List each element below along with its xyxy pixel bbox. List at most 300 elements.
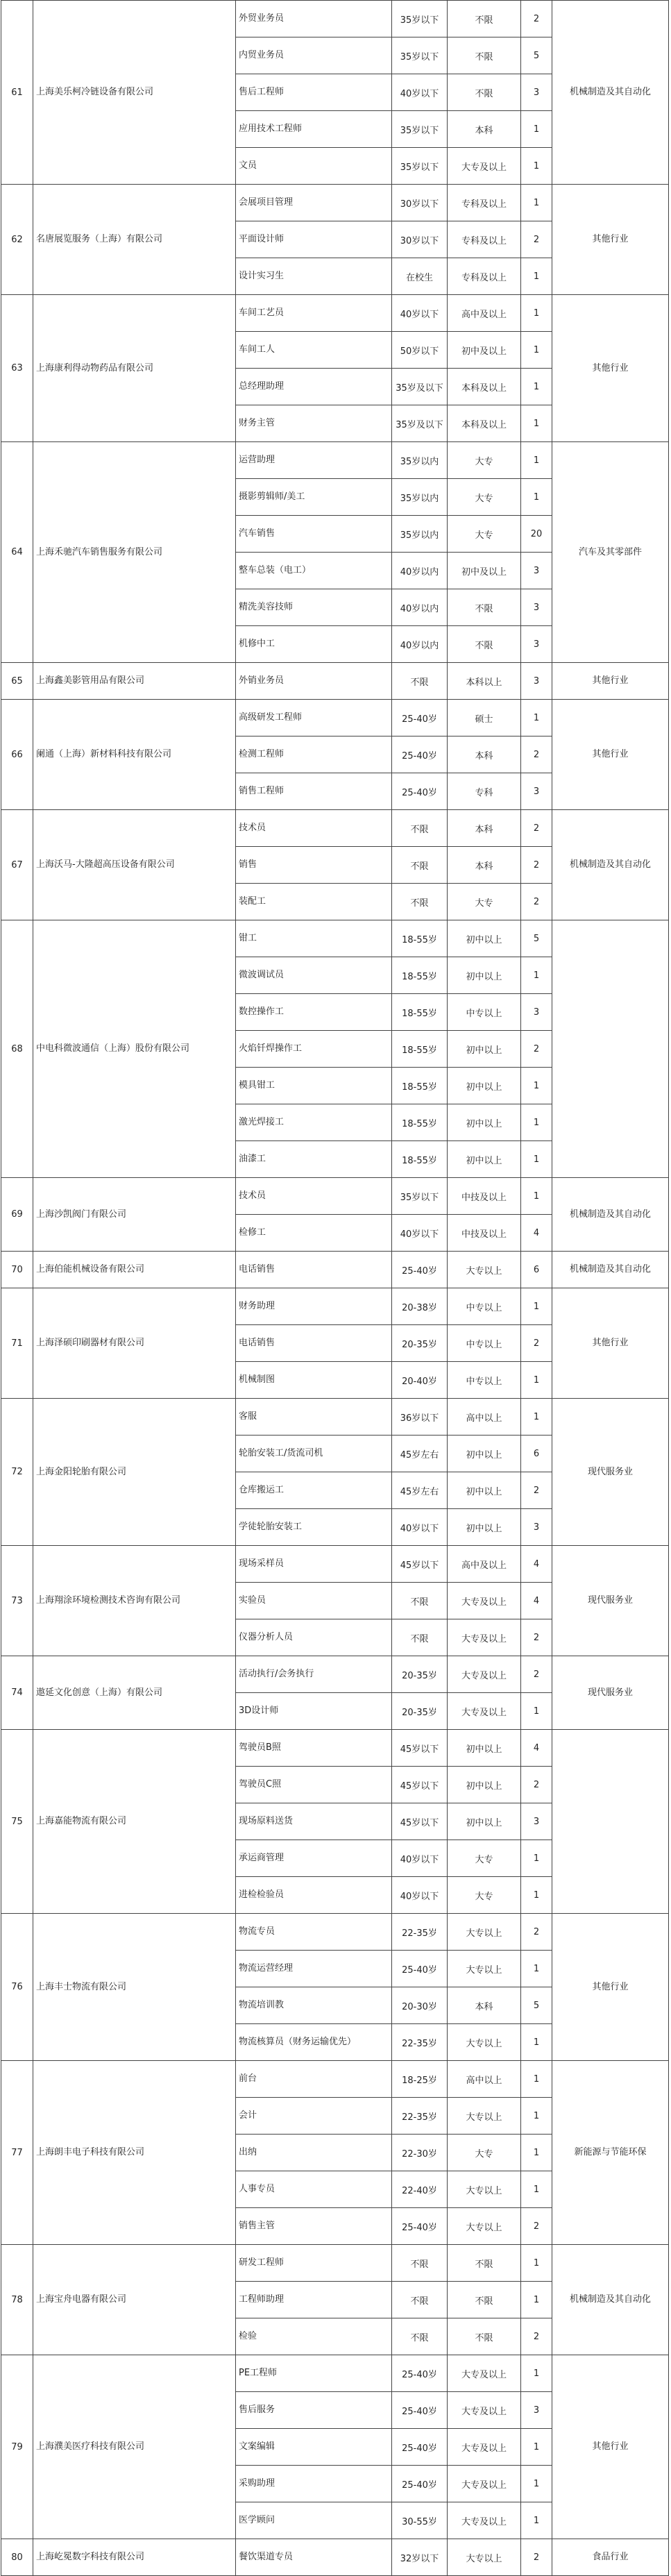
age-requirement-cell: 40岁以内: [392, 553, 448, 589]
position-cell: 销售主管: [236, 2208, 392, 2245]
industry-cell: [552, 1730, 669, 1914]
age-requirement-cell: 36岁以下: [392, 1399, 448, 1436]
industry-cell: 汽车及其零部件: [552, 442, 669, 663]
education-requirement-cell: 初中以上: [448, 1730, 521, 1767]
headcount-cell: 2: [521, 1325, 552, 1362]
position-cell: 仓库搬运工: [236, 1472, 392, 1509]
age-requirement-cell: 40岁以下: [392, 1840, 448, 1877]
education-requirement-cell: 中专以上: [448, 1362, 521, 1399]
age-requirement-cell: 45岁以下: [392, 1803, 448, 1840]
headcount-cell: 1: [521, 442, 552, 479]
headcount-cell: 1: [521, 2245, 552, 2282]
position-cell: 电话销售: [236, 1252, 392, 1288]
education-requirement-cell: 本科: [448, 736, 521, 773]
age-requirement-cell: 18-55岁: [392, 1031, 448, 1068]
table-row: [1, 2061, 669, 2098]
position-cell: 机修中工: [236, 626, 392, 663]
table-row: [1, 185, 669, 221]
position-cell: 会展项目管理: [236, 185, 392, 221]
age-requirement-cell: 在校生: [392, 258, 448, 295]
position-cell: 驾驶员C照: [236, 1767, 392, 1803]
education-requirement-cell: 高中以上: [448, 2061, 521, 2098]
company-number-cell: 65: [1, 663, 33, 700]
headcount-cell: 2: [521, 810, 552, 847]
headcount-cell: 1: [521, 295, 552, 332]
education-requirement-cell: 大专及以上: [448, 148, 521, 185]
headcount-cell: 1: [521, 1068, 552, 1104]
education-requirement-cell: 初中以上: [448, 1472, 521, 1509]
education-requirement-cell: 本科以上: [448, 663, 521, 700]
position-cell: 模具钳工: [236, 1068, 392, 1104]
education-requirement-cell: 大专及以上: [448, 1693, 521, 1730]
age-requirement-cell: 30岁以下: [392, 185, 448, 221]
age-requirement-cell: 20-38岁: [392, 1288, 448, 1325]
age-requirement-cell: 25-40岁: [392, 736, 448, 773]
age-requirement-cell: 20-35岁: [392, 1656, 448, 1693]
position-cell: 财务主管: [236, 405, 392, 442]
age-requirement-cell: 18-25岁: [392, 2061, 448, 2098]
headcount-cell: 6: [521, 1436, 552, 1472]
age-requirement-cell: 25-40岁: [392, 1252, 448, 1288]
headcount-cell: 1: [521, 1362, 552, 1399]
table-row: [1, 442, 669, 479]
company-number-cell: 77: [1, 2061, 33, 2245]
headcount-cell: 2: [521, 736, 552, 773]
position-cell: 数控操作工: [236, 994, 392, 1031]
position-cell: 工程师助理: [236, 2282, 392, 2318]
position-cell: 研发工程师: [236, 2245, 392, 2282]
headcount-cell: 2: [521, 1472, 552, 1509]
age-requirement-cell: 40岁以内: [392, 589, 448, 626]
company-number-cell: 69: [1, 1178, 33, 1252]
headcount-cell: 3: [521, 663, 552, 700]
position-cell: 电话销售: [236, 1325, 392, 1362]
age-requirement-cell: 45岁左右: [392, 1436, 448, 1472]
position-cell: 高级研发工程师: [236, 700, 392, 736]
education-requirement-cell: 大专以上: [448, 2539, 521, 2576]
company-name-cell: 上海丰士物流有限公司: [33, 1914, 236, 2061]
education-requirement-cell: 初中以上: [448, 1031, 521, 1068]
position-cell: 装配工: [236, 884, 392, 920]
position-cell: 汽车销售: [236, 516, 392, 553]
position-cell: 文员: [236, 148, 392, 185]
age-requirement-cell: 35岁以内: [392, 479, 448, 516]
age-requirement-cell: 35岁及以下: [392, 369, 448, 405]
headcount-cell: 1: [521, 2135, 552, 2171]
company-number-cell: 72: [1, 1399, 33, 1546]
age-requirement-cell: 25-40岁: [392, 2355, 448, 2392]
education-requirement-cell: 大专及以上: [448, 2355, 521, 2392]
headcount-cell: 4: [521, 1215, 552, 1252]
education-requirement-cell: 初中以上: [448, 1803, 521, 1840]
headcount-cell: 2: [521, 1767, 552, 1803]
position-cell: 文案编辑: [236, 2429, 392, 2466]
position-cell: 会计: [236, 2098, 392, 2135]
industry-cell: 其他行业: [552, 295, 669, 442]
headcount-cell: 1: [521, 2282, 552, 2318]
industry-cell: 现代服务业: [552, 1546, 669, 1656]
education-requirement-cell: 初中以上: [448, 1436, 521, 1472]
position-cell: 物流专员: [236, 1914, 392, 1951]
age-requirement-cell: 20-40岁: [392, 1362, 448, 1399]
headcount-cell: 1: [521, 2466, 552, 2502]
position-cell: 微波调试员: [236, 957, 392, 994]
company-name-cell: 中电科微波通信（上海）股份有限公司: [33, 920, 236, 1178]
headcount-cell: 1: [521, 2502, 552, 2539]
industry-cell: 机械制造及其自动化: [552, 1178, 669, 1252]
company-number-cell: 75: [1, 1730, 33, 1914]
age-requirement-cell: 25-40岁: [392, 700, 448, 736]
headcount-cell: 5: [521, 1987, 552, 2024]
table-row: [1, 700, 669, 736]
table-row: [1, 1, 669, 37]
table-row: [1, 2539, 669, 2576]
age-requirement-cell: 30-55岁: [392, 2502, 448, 2539]
age-requirement-cell: 45岁以下: [392, 1767, 448, 1803]
headcount-cell: 1: [521, 2355, 552, 2392]
headcount-cell: 3: [521, 553, 552, 589]
education-requirement-cell: 专科及以上: [448, 258, 521, 295]
position-cell: 驾驶员B照: [236, 1730, 392, 1767]
position-cell: 总经理助理: [236, 369, 392, 405]
industry-cell: 其他行业: [552, 1914, 669, 2061]
age-requirement-cell: 20-30岁: [392, 1987, 448, 2024]
education-requirement-cell: 不限: [448, 2245, 521, 2282]
headcount-cell: 1: [521, 332, 552, 369]
age-requirement-cell: 18-55岁: [392, 1104, 448, 1141]
education-requirement-cell: 大专以上: [448, 1951, 521, 1987]
company-number-cell: 70: [1, 1252, 33, 1288]
position-cell: 检验: [236, 2318, 392, 2355]
education-requirement-cell: 大专及以上: [448, 1619, 521, 1656]
education-requirement-cell: 本科及以上: [448, 369, 521, 405]
age-requirement-cell: 45岁左右: [392, 1472, 448, 1509]
age-requirement-cell: 45岁以下: [392, 1546, 448, 1583]
headcount-cell: 1: [521, 185, 552, 221]
company-number-cell: 76: [1, 1914, 33, 2061]
education-requirement-cell: 大专及以上: [448, 1656, 521, 1693]
education-requirement-cell: 初中以上: [448, 1104, 521, 1141]
headcount-cell: 4: [521, 1730, 552, 1767]
education-requirement-cell: 本科及以上: [448, 405, 521, 442]
position-cell: PE工程师: [236, 2355, 392, 2392]
education-requirement-cell: 本科: [448, 111, 521, 148]
education-requirement-cell: 初中以上: [448, 1767, 521, 1803]
age-requirement-cell: 不限: [392, 2318, 448, 2355]
position-cell: 物流运营经理: [236, 1951, 392, 1987]
industry-cell: 其他行业: [552, 2355, 669, 2539]
headcount-cell: 1: [521, 1693, 552, 1730]
age-requirement-cell: 22-35岁: [392, 1914, 448, 1951]
position-cell: 客服: [236, 1399, 392, 1436]
education-requirement-cell: 大专及以上: [448, 2466, 521, 2502]
headcount-cell: 4: [521, 1546, 552, 1583]
position-cell: 检修工: [236, 1215, 392, 1252]
headcount-cell: 4: [521, 1583, 552, 1619]
education-requirement-cell: 初中以上: [448, 957, 521, 994]
education-requirement-cell: 大专及以上: [448, 2429, 521, 2466]
age-requirement-cell: 不限: [392, 1619, 448, 1656]
company-name-cell: 上海禾驰汽车销售服务有限公司: [33, 442, 236, 663]
company-name-cell: 上海朗丰电子科技有限公司: [33, 2061, 236, 2245]
position-cell: 物流核算员（财务运输优先）: [236, 2024, 392, 2061]
age-requirement-cell: 25-40岁: [392, 773, 448, 810]
headcount-cell: 1: [521, 1840, 552, 1877]
age-requirement-cell: 20-35岁: [392, 1325, 448, 1362]
education-requirement-cell: 大专: [448, 2135, 521, 2171]
education-requirement-cell: 专科及以上: [448, 221, 521, 258]
education-requirement-cell: 不限: [448, 1, 521, 37]
position-cell: 现场原料送货: [236, 1803, 392, 1840]
industry-cell: 机械制造及其自动化: [552, 1252, 669, 1288]
education-requirement-cell: 初中及以上: [448, 332, 521, 369]
industry-cell: 机械制造及其自动化: [552, 810, 669, 920]
headcount-cell: 1: [521, 700, 552, 736]
position-cell: 出纳: [236, 2135, 392, 2171]
table-row: [1, 1178, 669, 1215]
education-requirement-cell: 大专及以上: [448, 1583, 521, 1619]
education-requirement-cell: 专科: [448, 773, 521, 810]
headcount-cell: 2: [521, 1656, 552, 1693]
company-name-cell: 上海沃马-大隆超高压设备有限公司: [33, 810, 236, 920]
position-cell: 实验员: [236, 1583, 392, 1619]
headcount-cell: 3: [521, 2392, 552, 2429]
headcount-cell: 1: [521, 369, 552, 405]
company-number-cell: 74: [1, 1656, 33, 1730]
position-cell: 油漆工: [236, 1141, 392, 1178]
education-requirement-cell: 大专以上: [448, 2208, 521, 2245]
position-cell: 销售工程师: [236, 773, 392, 810]
headcount-cell: 2: [521, 2539, 552, 2576]
age-requirement-cell: 25-40岁: [392, 2392, 448, 2429]
headcount-cell: 1: [521, 2098, 552, 2135]
headcount-cell: 20: [521, 516, 552, 553]
company-number-cell: 79: [1, 2355, 33, 2539]
age-requirement-cell: 40岁以内: [392, 626, 448, 663]
company-name-cell: 上海翔涂环境检测技术咨询有限公司: [33, 1546, 236, 1656]
industry-cell: 其他行业: [552, 1288, 669, 1399]
company-number-cell: 66: [1, 700, 33, 810]
age-requirement-cell: 25-40岁: [392, 2466, 448, 2502]
age-requirement-cell: 不限: [392, 1583, 448, 1619]
position-cell: 应用技术工程师: [236, 111, 392, 148]
education-requirement-cell: 大专及以上: [448, 2502, 521, 2539]
headcount-cell: 2: [521, 884, 552, 920]
table-row: [1, 1914, 669, 1951]
table-row: [1, 1252, 669, 1288]
headcount-cell: 2: [521, 1, 552, 37]
position-cell: 仪器分析人员: [236, 1619, 392, 1656]
education-requirement-cell: 大专以上: [448, 1252, 521, 1288]
position-cell: 财务助理: [236, 1288, 392, 1325]
company-name-cell: 上海金阳轮胎有限公司: [33, 1399, 236, 1546]
position-cell: 机械制图: [236, 1362, 392, 1399]
company-name-cell: 上海沙凯阀门有限公司: [33, 1178, 236, 1252]
education-requirement-cell: 高中及以上: [448, 1546, 521, 1583]
position-cell: 车间工艺员: [236, 295, 392, 332]
headcount-cell: 3: [521, 773, 552, 810]
age-requirement-cell: 40岁以下: [392, 295, 448, 332]
industry-cell: 机械制造及其自动化: [552, 2245, 669, 2355]
table-row: [1, 1656, 669, 1693]
table-row: [1, 295, 669, 332]
age-requirement-cell: 40岁以下: [392, 1215, 448, 1252]
company-number-cell: 67: [1, 810, 33, 920]
education-requirement-cell: 本科: [448, 847, 521, 884]
age-requirement-cell: 35岁以内: [392, 516, 448, 553]
education-requirement-cell: 中专以上: [448, 1325, 521, 1362]
table-row: [1, 1288, 669, 1325]
company-name-cell: 上海泽硕印刷器材有限公司: [33, 1288, 236, 1399]
position-cell: 轮胎安装工/货流司机: [236, 1436, 392, 1472]
age-requirement-cell: 18-55岁: [392, 920, 448, 957]
company-name-cell: 上海嘉能物流有限公司: [33, 1730, 236, 1914]
age-requirement-cell: 40岁以下: [392, 1509, 448, 1546]
headcount-cell: 2: [521, 2208, 552, 2245]
headcount-cell: 5: [521, 920, 552, 957]
age-requirement-cell: 35岁以下: [392, 37, 448, 74]
position-cell: 钳工: [236, 920, 392, 957]
headcount-cell: 1: [521, 258, 552, 295]
education-requirement-cell: 中专以上: [448, 1288, 521, 1325]
education-requirement-cell: 中技及以上: [448, 1215, 521, 1252]
headcount-cell: 3: [521, 74, 552, 111]
age-requirement-cell: 50岁以下: [392, 332, 448, 369]
headcount-cell: 1: [521, 1877, 552, 1914]
education-requirement-cell: 大专: [448, 1877, 521, 1914]
headcount-cell: 1: [521, 479, 552, 516]
table-row: [1, 2355, 669, 2392]
company-number-cell: 63: [1, 295, 33, 442]
headcount-cell: 1: [521, 1399, 552, 1436]
education-requirement-cell: 高中以上: [448, 1399, 521, 1436]
position-cell: 技术员: [236, 1178, 392, 1215]
age-requirement-cell: 45岁以下: [392, 1730, 448, 1767]
age-requirement-cell: 20-35岁: [392, 1693, 448, 1730]
education-requirement-cell: 大专以上: [448, 2024, 521, 2061]
position-cell: 内贸业务员: [236, 37, 392, 74]
age-requirement-cell: 不限: [392, 884, 448, 920]
company-name-cell: 名唐展览服务（上海）有限公司: [33, 185, 236, 295]
age-requirement-cell: 18-55岁: [392, 957, 448, 994]
industry-cell: 其他行业: [552, 700, 669, 810]
position-cell: 售后工程师: [236, 74, 392, 111]
headcount-cell: 5: [521, 37, 552, 74]
education-requirement-cell: 本科: [448, 1987, 521, 2024]
education-requirement-cell: 初中以上: [448, 1509, 521, 1546]
company-number-cell: 73: [1, 1546, 33, 1656]
age-requirement-cell: 18-55岁: [392, 994, 448, 1031]
company-name-cell: 阑通（上海）新材料科技有限公司: [33, 700, 236, 810]
position-cell: 售后服务: [236, 2392, 392, 2429]
education-requirement-cell: 高中及以上: [448, 295, 521, 332]
age-requirement-cell: 25-40岁: [392, 2208, 448, 2245]
age-requirement-cell: 35岁以下: [392, 111, 448, 148]
position-cell: 摄影剪辑师/美工: [236, 479, 392, 516]
education-requirement-cell: 专科及以上: [448, 185, 521, 221]
headcount-cell: 3: [521, 1509, 552, 1546]
position-cell: 火焰钎焊操作工: [236, 1031, 392, 1068]
company-name-cell: 遨延文化创意（上海）有限公司: [33, 1656, 236, 1730]
position-cell: 餐饮渠道专员: [236, 2539, 392, 2576]
headcount-cell: 1: [521, 2061, 552, 2098]
education-requirement-cell: 不限: [448, 589, 521, 626]
education-requirement-cell: 大专: [448, 479, 521, 516]
age-requirement-cell: 不限: [392, 2245, 448, 2282]
age-requirement-cell: 18-55岁: [392, 1068, 448, 1104]
age-requirement-cell: 40岁以下: [392, 1877, 448, 1914]
headcount-cell: 1: [521, 148, 552, 185]
position-cell: 运营助理: [236, 442, 392, 479]
age-requirement-cell: 35岁以内: [392, 442, 448, 479]
headcount-cell: 3: [521, 994, 552, 1031]
table-row: [1, 1730, 669, 1767]
age-requirement-cell: 不限: [392, 847, 448, 884]
table-row: [1, 1546, 669, 1583]
education-requirement-cell: 本科: [448, 810, 521, 847]
position-cell: 激光焊接工: [236, 1104, 392, 1141]
education-requirement-cell: 不限: [448, 626, 521, 663]
position-cell: 现场采样员: [236, 1546, 392, 1583]
headcount-cell: 1: [521, 405, 552, 442]
company-number-cell: 78: [1, 2245, 33, 2355]
age-requirement-cell: 35岁以下: [392, 1, 448, 37]
education-requirement-cell: 不限: [448, 2282, 521, 2318]
headcount-cell: 1: [521, 1288, 552, 1325]
age-requirement-cell: 22-35岁: [392, 2098, 448, 2135]
headcount-cell: 2: [521, 1031, 552, 1068]
position-cell: 外销业务员: [236, 663, 392, 700]
education-requirement-cell: 不限: [448, 37, 521, 74]
education-requirement-cell: 初中以上: [448, 920, 521, 957]
table-row: [1, 663, 669, 700]
industry-cell: [552, 920, 669, 1178]
headcount-cell: 1: [521, 1141, 552, 1178]
age-requirement-cell: 22-30岁: [392, 2135, 448, 2171]
position-cell: 平面设计师: [236, 221, 392, 258]
position-cell: 外贸业务员: [236, 1, 392, 37]
job-listing-table: [1, 0, 669, 2576]
position-cell: 前台: [236, 2061, 392, 2098]
age-requirement-cell: 35岁及以下: [392, 405, 448, 442]
position-cell: 车间工人: [236, 332, 392, 369]
industry-cell: 新能源与节能环保: [552, 2061, 669, 2245]
table-row: [1, 2245, 669, 2282]
position-cell: 活动执行/会务执行: [236, 1656, 392, 1693]
headcount-cell: 1: [521, 1178, 552, 1215]
company-number-cell: 64: [1, 442, 33, 663]
education-requirement-cell: 大专: [448, 442, 521, 479]
education-requirement-cell: 硕士: [448, 700, 521, 736]
position-cell: 医学顾问: [236, 2502, 392, 2539]
headcount-cell: 2: [521, 1914, 552, 1951]
age-requirement-cell: 35岁以下: [392, 1178, 448, 1215]
company-name-cell: 上海宝舟电器有限公司: [33, 2245, 236, 2355]
company-name-cell: 上海康利得动物药品有限公司: [33, 295, 236, 442]
headcount-cell: 1: [521, 2024, 552, 2061]
company-name-cell: 上海鑫美影管用品有限公司: [33, 663, 236, 700]
company-name-cell: 上海屹冕数字科技有限公司: [33, 2539, 236, 2576]
education-requirement-cell: 不限: [448, 2318, 521, 2355]
table-row: [1, 920, 669, 957]
position-cell: 技术员: [236, 810, 392, 847]
position-cell: 精洗美容技师: [236, 589, 392, 626]
education-requirement-cell: 大专: [448, 516, 521, 553]
position-cell: 人事专员: [236, 2171, 392, 2208]
age-requirement-cell: 30岁以下: [392, 221, 448, 258]
age-requirement-cell: 35岁以下: [392, 148, 448, 185]
headcount-cell: 1: [521, 2429, 552, 2466]
